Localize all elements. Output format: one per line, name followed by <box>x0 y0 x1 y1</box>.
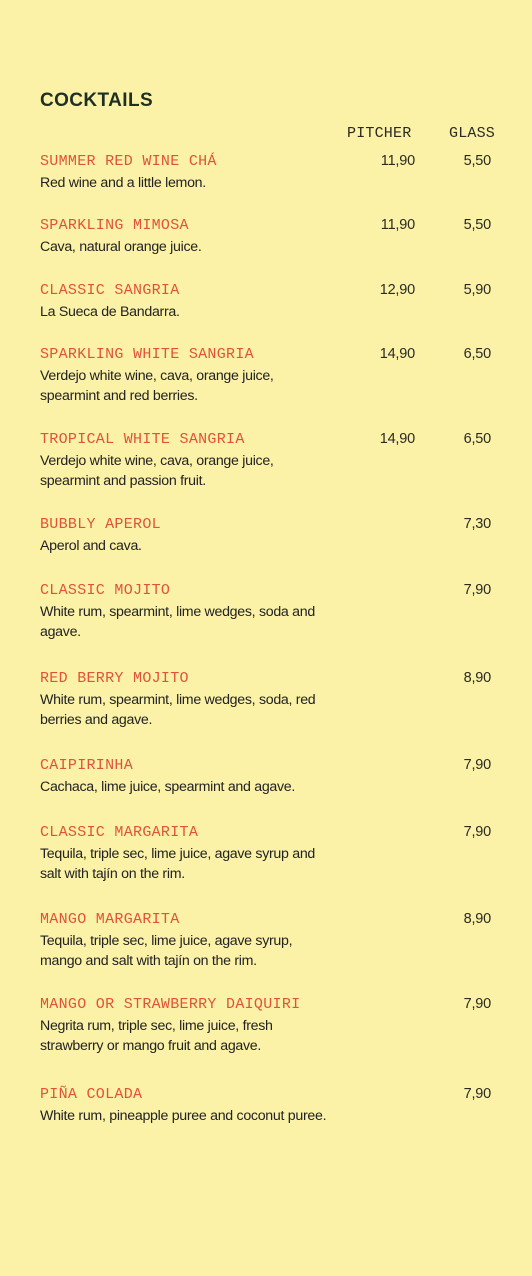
item-name: BUBBLY APEROL <box>40 516 161 533</box>
item-price-glass: 8,90 <box>463 911 491 927</box>
item-name: RED BERRY MOJITO <box>40 670 189 687</box>
item-description: Cachaca, lime juice, spearmint and agave. <box>40 779 296 795</box>
item-price-pitcher: 14,90 <box>379 431 415 447</box>
item-description: Tequila, triple sec, lime juice, agave syrup, mango and salt with tajín on the rim. <box>40 933 293 969</box>
item-description: Aperol and cava. <box>40 538 142 554</box>
item-name: SUMMER RED WINE CHÁ <box>40 153 217 170</box>
item-price-pitcher: 11,90 <box>380 217 415 233</box>
section-title: COCKTAILS <box>40 90 154 111</box>
item-price-glass: 7,30 <box>463 516 491 532</box>
item-price-glass: 8,90 <box>463 670 491 686</box>
item-name: SPARKLING MIMOSA <box>40 217 189 234</box>
item-price-pitcher: 12,90 <box>379 282 415 298</box>
item-price-glass: 7,90 <box>463 996 491 1012</box>
item-name: PIÑA COLADA <box>40 1086 143 1103</box>
item-price-glass: 5,90 <box>463 282 491 298</box>
item-name: CLASSIC SANGRIA <box>40 282 180 299</box>
item-price-glass: 7,90 <box>463 824 491 840</box>
item-description: Verdejo white wine, cava, orange juice, spearmint and red berries. <box>40 368 274 404</box>
item-price-glass: 7,90 <box>463 582 491 598</box>
item-price-glass: 6,50 <box>463 431 491 447</box>
item-price-pitcher: 14,90 <box>379 346 415 362</box>
item-name: MANGO OR STRAWBERRY DAIQUIRI <box>40 996 301 1013</box>
item-description: Tequila, triple sec, lime juice, agave syrup and salt with tajín on the rim. <box>40 846 316 882</box>
item-description: Negrita rum, triple sec, lime juice, fresh strawberry or mango fruit and agave. <box>40 1018 273 1054</box>
item-description: Cava, natural orange juice. <box>40 239 202 255</box>
item-name: MANGO MARGARITA <box>40 911 180 928</box>
item-price-glass: 7,90 <box>463 1086 491 1102</box>
item-description: White rum, pineapple puree and coconut puree. <box>40 1108 327 1124</box>
item-price-glass: 6,50 <box>463 346 491 362</box>
item-price-glass: 5,50 <box>463 153 491 169</box>
item-description: Red wine and a little lemon. <box>40 175 206 191</box>
item-name: SPARKLING WHITE SANGRIA <box>40 346 254 363</box>
column-header-glass: GLASS <box>449 125 496 142</box>
item-price-glass: 7,90 <box>463 757 491 773</box>
item-description: White rum, spearmint, lime wedges, soda and agave. <box>40 604 315 640</box>
item-name: CAIPIRINHA <box>40 757 134 774</box>
item-name: CLASSIC MOJITO <box>40 582 171 599</box>
column-header-pitcher: PITCHER <box>347 125 412 142</box>
item-description: La Sueca de Bandarra. <box>40 304 180 320</box>
item-name: CLASSIC MARGARITA <box>40 824 199 841</box>
item-name: TROPICAL WHITE SANGRIA <box>40 431 245 448</box>
item-price-glass: 5,50 <box>463 217 491 233</box>
item-price-pitcher: 11,90 <box>380 153 415 169</box>
item-description: White rum, spearmint, lime wedges, soda, red berries and agave. <box>40 692 316 728</box>
item-description: Verdejo white wine, cava, orange juice, spearmint and passion fruit. <box>40 453 274 489</box>
